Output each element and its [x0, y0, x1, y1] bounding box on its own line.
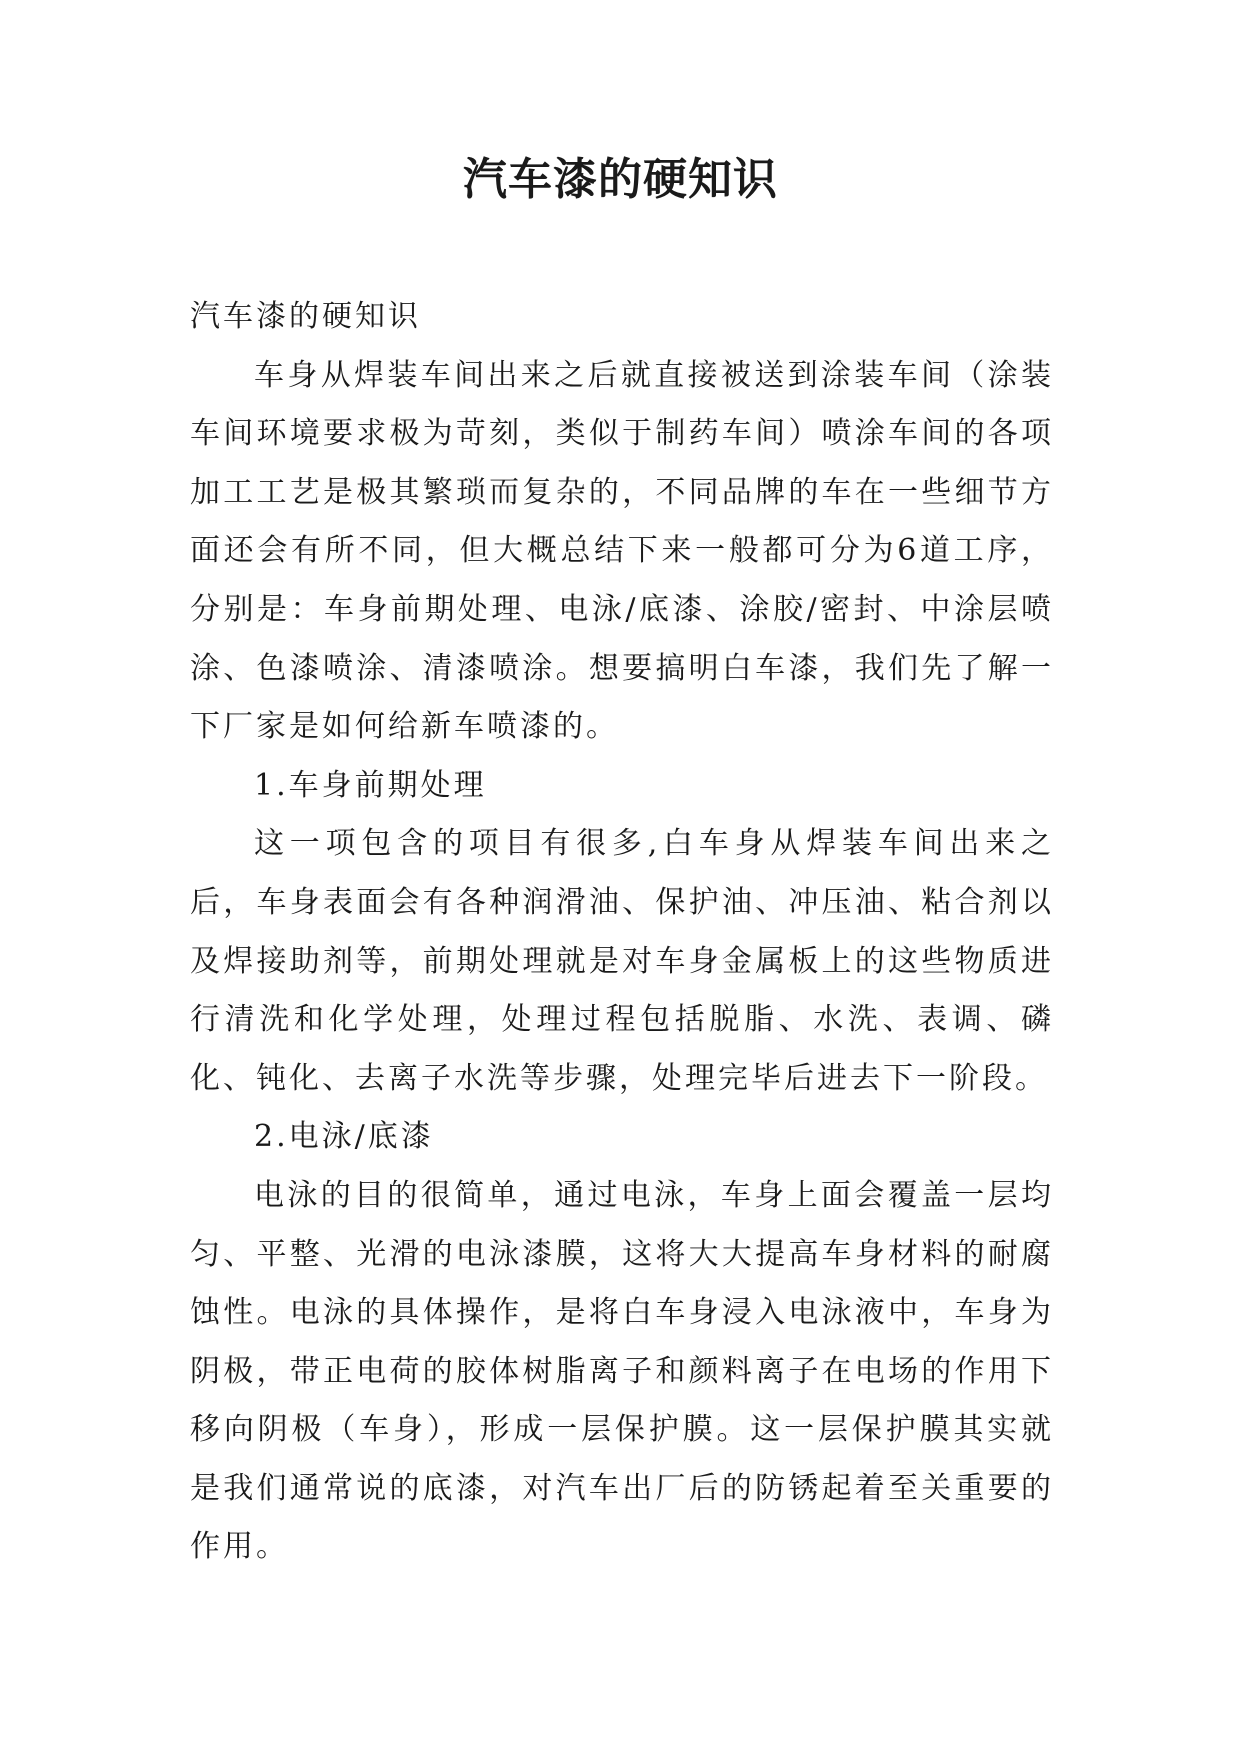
document-body	[190, 288, 1054, 1577]
paragraph-pretreatment: 这一项包含的项目有很多,白车身从焊装车间出来之后，车身表面会有各种润滑油、保护油、冲压油、粘合剂以及焊接助剂等，前期处理就是对车身金属板上的这些物质进行清洗和化学处理，处理过程包括脱脂、水洗、表调、磷化、钝化、去离子水洗等步骤，处理完毕后进去下一阶段。	[190, 826, 1054, 1096]
document-title: 汽车漆的硬知识	[463, 154, 778, 205]
paragraph-subtitle: 汽车漆的硬知识	[190, 299, 421, 334]
section-heading-pretreatment: 1.车身前期处理	[254, 767, 487, 803]
section-heading-electrophoresis: 2.电泳/底漆	[254, 1119, 434, 1155]
paragraph-intro: 车身从焊装车间出来之后就直接被送到涂装车间（涂装车间环境要求极为苛刻，类似于制药车间）喷涂车间的各项加工工艺是极其繁琐而复杂的，不同品牌的车在一些细节方面还会有所不同，但大概总结下来一般都可分为6道工序，分别是：车身前期处理、电泳/底漆、涂胶/密封、中涂层喷涂、色漆喷涂、清漆喷涂。想要搞明白车漆，我们先了解一下厂家是如何给新车喷漆的。	[190, 357, 1054, 745]
paragraph-electrophoresis: 电泳的目的很简单，通过电泳，车身上面会覆盖一层均匀、平整、光滑的电泳漆膜，这将大大提高车身材料的耐腐蚀性。电泳的具体操作，是将白车身浸入电泳液中，车身为阴极，带正电荷的胶体树脂离子和颜料离子在电场的作用下移向阴极（车身），形成一层保护膜。这一层保护膜其实就是我们通常说的底漆，对汽车出厂后的防锈起着至关重要的作用。	[190, 1177, 1054, 1565]
